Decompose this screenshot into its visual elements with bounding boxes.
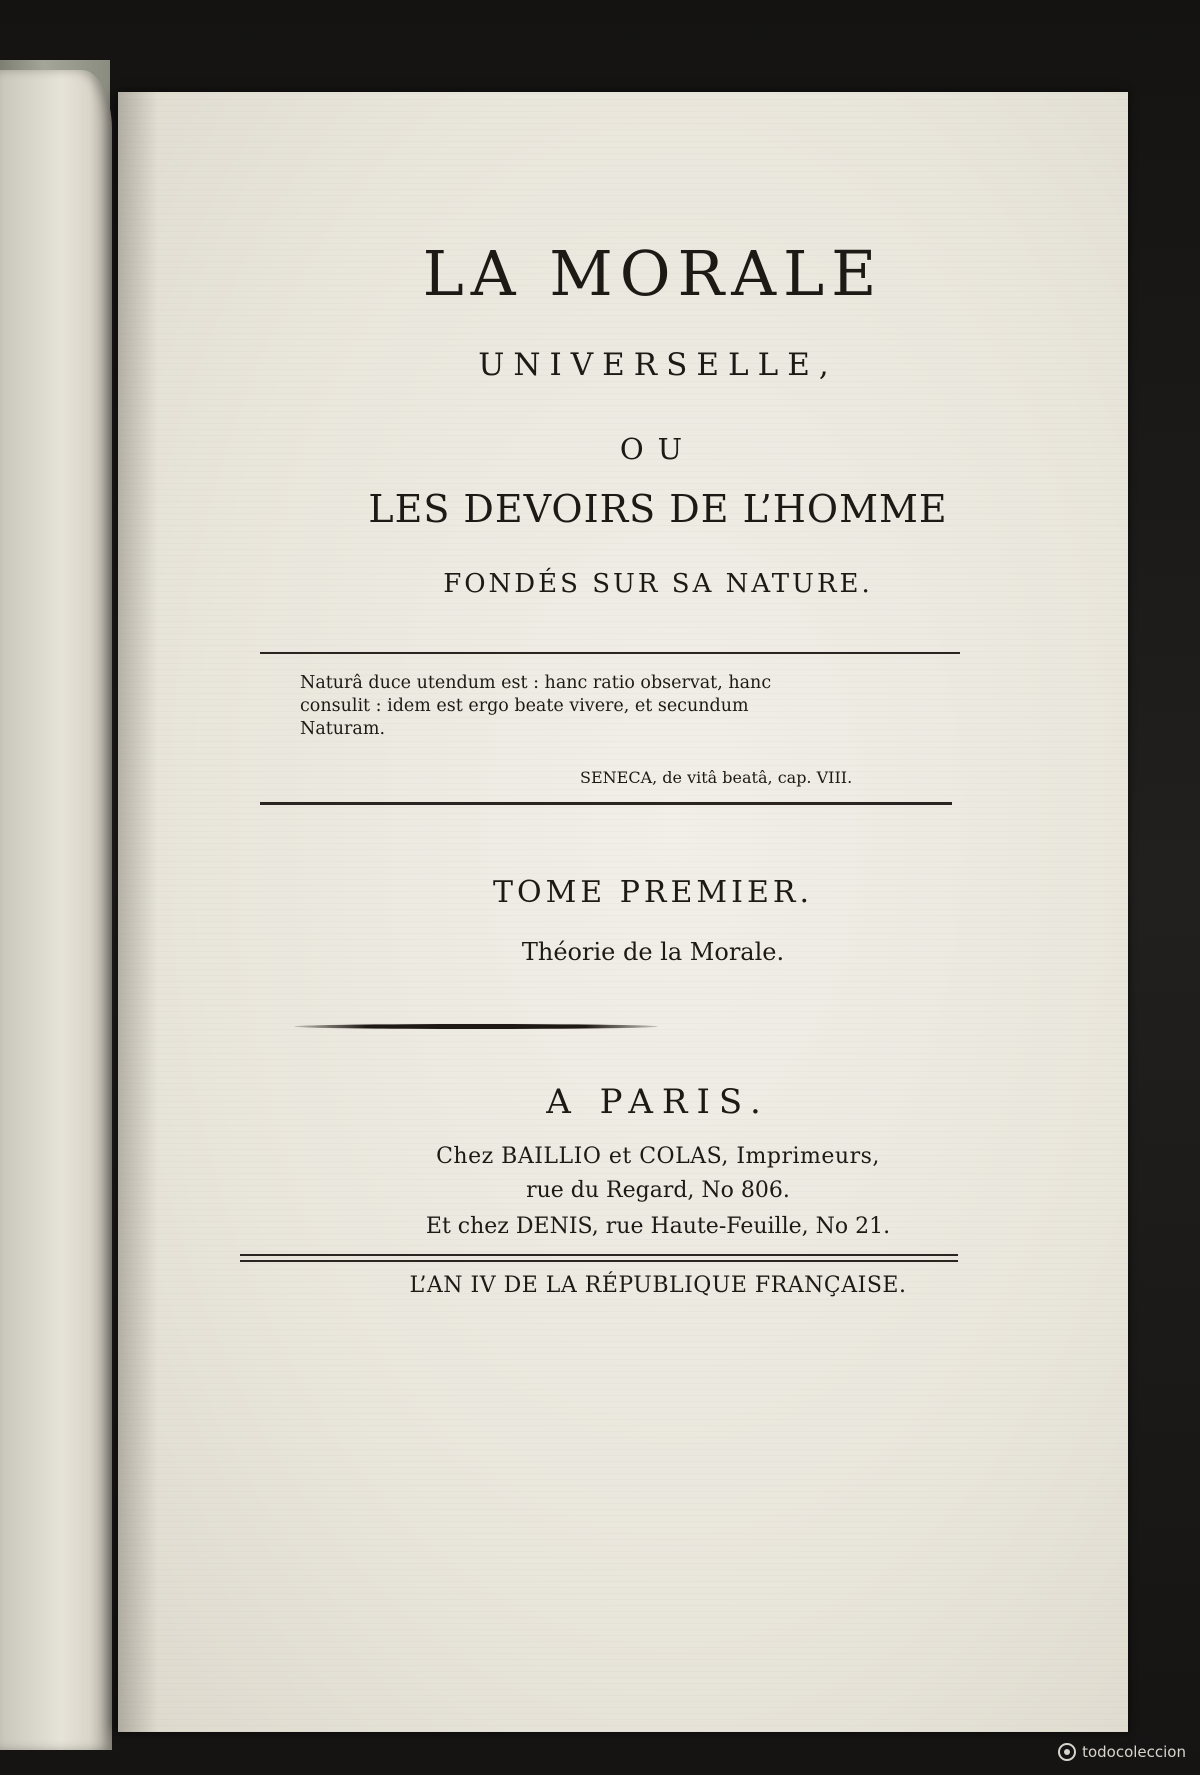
- imprint-rule-lower: [240, 1260, 958, 1262]
- imprint-rule-upper: [240, 1254, 958, 1256]
- todocoleccion-logo-icon: [1058, 1743, 1076, 1761]
- epigraph-bottom-rule: [260, 802, 952, 805]
- volume-subtitle: Théorie de la Morale.: [521, 938, 785, 966]
- imprint-address: rue du Regard, No 806.: [526, 1178, 790, 1203]
- title-page: [118, 92, 1128, 1732]
- watermark: [1058, 1743, 1186, 1761]
- epigraph-top-rule: [260, 652, 960, 654]
- title-conjunction: OU: [619, 432, 697, 466]
- imprint-seller: Et chez DENIS, rue Haute-Feuille, No 21.: [425, 1214, 891, 1239]
- watermark-text: todocoleccion: [1082, 1743, 1186, 1761]
- epigraph: [300, 672, 968, 741]
- imprint-date: L’AN IV DE LA RÉPUBLIQUE FRANÇAISE.: [409, 1273, 907, 1298]
- epigraph-citation: SENECA, de vitâ beatâ, cap. VIII.: [580, 768, 853, 787]
- volume-label: TOME PREMIER.: [492, 875, 814, 910]
- book-title-continuation: UNIVERSELLE,: [478, 347, 838, 383]
- alternate-title: LES DEVOIRS DE L’HOMME: [368, 487, 948, 531]
- previous-page-edge: [0, 70, 112, 1750]
- epigraph-line: Naturam.: [300, 719, 386, 739]
- imprint-place: A PARIS.: [546, 1082, 770, 1122]
- alternate-title-continuation: FONDÉS SUR SA NATURE.: [443, 569, 873, 599]
- epigraph-line: consulit : idem est ergo beate vivere, et secundum: [300, 696, 749, 716]
- book-title: LA MORALE: [422, 237, 884, 310]
- ornamental-rule: [294, 1024, 658, 1029]
- epigraph-line: Naturâ duce utendum est : hanc ratio observat, hanc: [300, 673, 772, 693]
- gutter-shadow: [118, 92, 158, 1732]
- imprint-printer: Chez BAILLIO et COLAS, Imprimeurs,: [436, 1144, 880, 1169]
